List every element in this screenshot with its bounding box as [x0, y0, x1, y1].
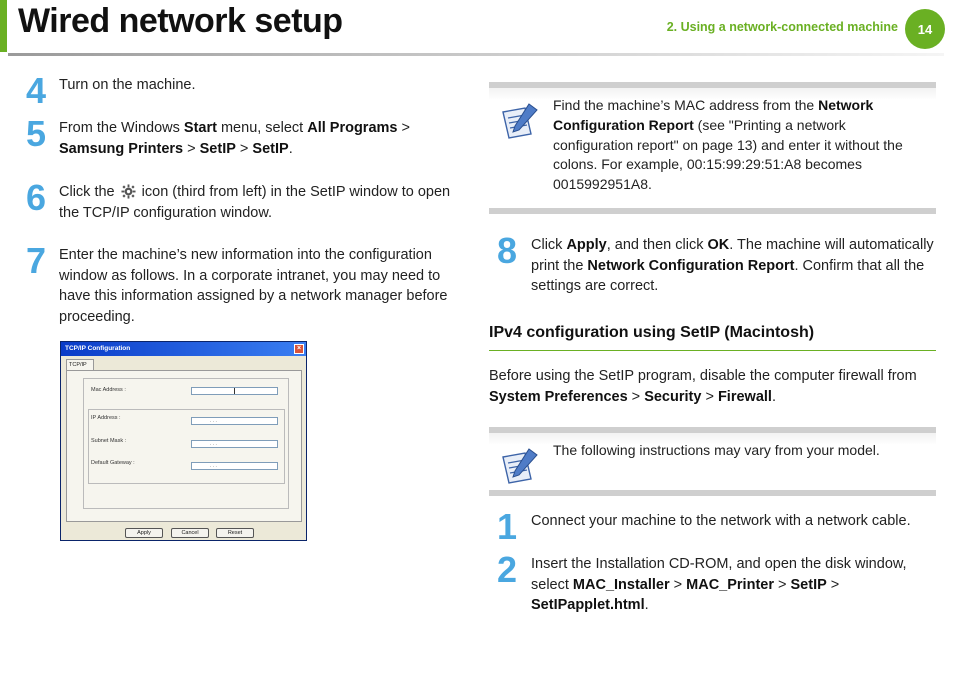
text-run: > — [627, 388, 645, 405]
text-run: . — [771, 388, 776, 405]
header-divider — [8, 53, 944, 56]
close-icon[interactable]: × — [294, 344, 304, 354]
text-run: Insert the Installation CD-ROM, and open the disk window, select — [531, 556, 907, 593]
bold-term: Apply — [566, 237, 607, 253]
step-6-text-before: Click the — [59, 184, 119, 200]
note-pencil-icon — [499, 445, 541, 485]
text-run: > — [701, 388, 718, 405]
bold-term: SetIP — [199, 140, 236, 157]
mac-address-field[interactable] — [191, 387, 278, 395]
mac-step-2-text — [531, 554, 931, 616]
bold-term: SetIP — [252, 140, 289, 157]
text-run: . Confirm that all the settings are correct. — [531, 257, 925, 294]
section-intro — [489, 366, 939, 407]
bold-term: Samsung Printers — [59, 140, 184, 157]
bold-term: Start — [183, 120, 217, 136]
text-run: Enter the machine’s new information into the configuration window as follows. In a corporate intranet, you may need to have this information assigned by a network manager before proceeding. — [59, 247, 448, 325]
mac-step-number-1: 1 — [497, 506, 518, 547]
apply-button[interactable]: Apply — [125, 528, 163, 538]
text-run: > — [773, 576, 791, 593]
text-run: (see "Printing a network configuration report" on page 13) and enter it without the colons. For example, 00:15:99:29:51:A8 becomes 0015992951A8. — [553, 116, 903, 193]
text-run: > — [669, 576, 687, 593]
text-run: menu, select — [216, 120, 308, 136]
default-gateway-field[interactable]: . . . — [191, 462, 278, 470]
text-run: Connect your machine to the network with a network cable. — [531, 513, 911, 529]
bold-term: SetIPapplet.html — [531, 597, 645, 613]
text-run: Before using the SetIP program, disable the computer firewall from — [489, 368, 917, 384]
dialog-title: TCP/IP Configuration — [65, 345, 131, 352]
page-title: Wired network setup — [18, 2, 343, 40]
bold-term: Security — [644, 388, 702, 405]
bold-term: Network Configuration Report — [587, 257, 795, 274]
step-6-text-after: icon (third from left) in the SetIP window to open the TCP/IP configuration window. — [59, 184, 451, 221]
text-run: > — [826, 576, 840, 593]
step-number-5: 5 — [26, 113, 47, 154]
default-gateway-label: Default Gateway : — [91, 460, 135, 466]
bold-term: OK — [707, 237, 730, 253]
bold-term: All Programs — [307, 120, 398, 136]
page-number-badge: 14 — [905, 9, 945, 49]
step-number-4: 4 — [26, 70, 47, 111]
step-5-text — [59, 118, 464, 159]
subnet-mask-label: Subnet Mask : — [91, 438, 127, 444]
cancel-button[interactable]: Cancel — [171, 528, 209, 538]
subnet-mask-field[interactable]: . . . — [191, 440, 278, 448]
step-7-text — [59, 245, 464, 327]
mac-address-label: Mac Address : — [91, 387, 126, 393]
tab-tcpip[interactable]: TCP/IP — [66, 359, 94, 371]
chapter-link[interactable]: 2. Using a network-connected machine — [666, 20, 898, 34]
dialog-panel — [66, 370, 302, 522]
bold-term: System Preferences — [489, 388, 628, 405]
note-1-text — [553, 96, 923, 195]
text-run: . The machine will automatically print the — [531, 237, 934, 274]
step-8-text — [531, 235, 937, 297]
step-number-7: 7 — [26, 240, 47, 281]
bold-term: MAC_Installer — [572, 576, 670, 593]
text-run: > — [235, 140, 253, 157]
section-divider — [489, 350, 936, 351]
text-run: > — [183, 140, 200, 157]
bold-term: Firewall — [717, 388, 772, 405]
bold-term: Network Configuration Report — [553, 97, 874, 133]
text-run: Click — [531, 237, 567, 253]
step-number-8: 8 — [497, 230, 518, 271]
bold-term: SetIP — [790, 576, 827, 593]
dialog-title-bar — [61, 342, 306, 356]
step-4-text — [59, 75, 464, 96]
mac-step-number-2: 2 — [497, 549, 518, 590]
text-run: . — [288, 140, 293, 157]
ip-address-field[interactable]: . . . — [191, 417, 278, 425]
text-run: > — [397, 120, 410, 136]
text-run: From the Windows — [59, 120, 184, 136]
note-2-text: The following instructions may vary from your model. — [553, 442, 880, 458]
text-run: Turn on the machine. — [59, 77, 196, 93]
header-accent-bar — [0, 0, 7, 52]
tcpip-configuration-dialog — [60, 341, 307, 541]
ip-address-label: IP Address : — [91, 415, 121, 421]
gear-icon — [121, 184, 136, 199]
section-title: IPv4 configuration using SetIP (Macintosh) — [489, 324, 815, 341]
step-number-6: 6 — [26, 177, 47, 218]
step-6-text — [59, 182, 467, 223]
text-run: . — [644, 597, 649, 613]
note-pencil-icon — [499, 100, 541, 140]
bold-term: MAC_Printer — [686, 576, 774, 593]
text-run: Find the machine’s MAC address from the — [553, 97, 819, 113]
note-box-mac-address — [489, 82, 936, 214]
reset-button[interactable]: Reset — [216, 528, 254, 538]
note-box-instructions — [489, 427, 936, 496]
text-run: , and then click — [606, 237, 708, 253]
mac-step-1-text — [531, 511, 937, 532]
